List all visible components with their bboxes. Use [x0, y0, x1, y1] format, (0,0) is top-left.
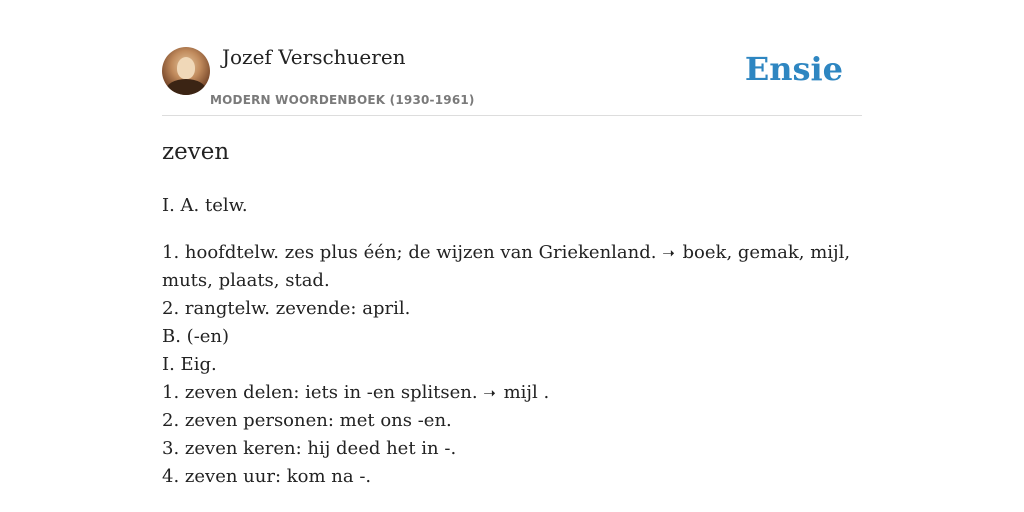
cross-reference[interactable]: mijl .: [503, 382, 550, 403]
author-name[interactable]: Jozef Verschueren: [222, 45, 406, 69]
definition-text: 2. rangtelw. zevende: april.: [162, 298, 411, 319]
avatar-robe: [166, 79, 206, 95]
book-title[interactable]: MODERN WOORDENBOEK (1930-1961): [210, 93, 475, 107]
entry-term: zeven: [162, 139, 230, 165]
arrow-right-icon: ➝: [662, 244, 675, 262]
avatar[interactable]: [162, 47, 210, 95]
arrow-right-icon: ➝: [483, 384, 496, 402]
definition-line: [162, 295, 872, 323]
avatar-face: [177, 57, 195, 79]
definition-line: [162, 407, 872, 435]
definition-line: [162, 351, 872, 379]
brand-logo[interactable]: Ensie: [744, 50, 843, 88]
definition-line: [162, 323, 872, 351]
cross-reference[interactable]: boek, gemak, mijl, muts, plaats, stad.: [162, 242, 851, 291]
page-header: [162, 40, 862, 116]
entry-content: [162, 192, 872, 491]
part-of-speech: I. A. telw.: [162, 195, 248, 216]
definition-line: [162, 379, 872, 407]
definition-text: 1. hoofdtelw. zes plus één; de wijzen van Griekenland.: [162, 242, 663, 263]
definition-text: 1. zeven delen: iets in -en splitsen.: [162, 382, 484, 403]
definition-text: 3. zeven keren: hij deed het in -.: [162, 438, 457, 459]
definition-text: I. Eig.: [162, 354, 217, 375]
definition-text: 2. zeven personen: met ons -en.: [162, 410, 452, 431]
definition-line: [162, 239, 872, 295]
definition-text: B. (-en): [162, 326, 230, 347]
definition-line: [162, 435, 872, 463]
definition-line: [162, 463, 872, 491]
definition-text: 4. zeven uur: kom na -.: [162, 466, 372, 487]
